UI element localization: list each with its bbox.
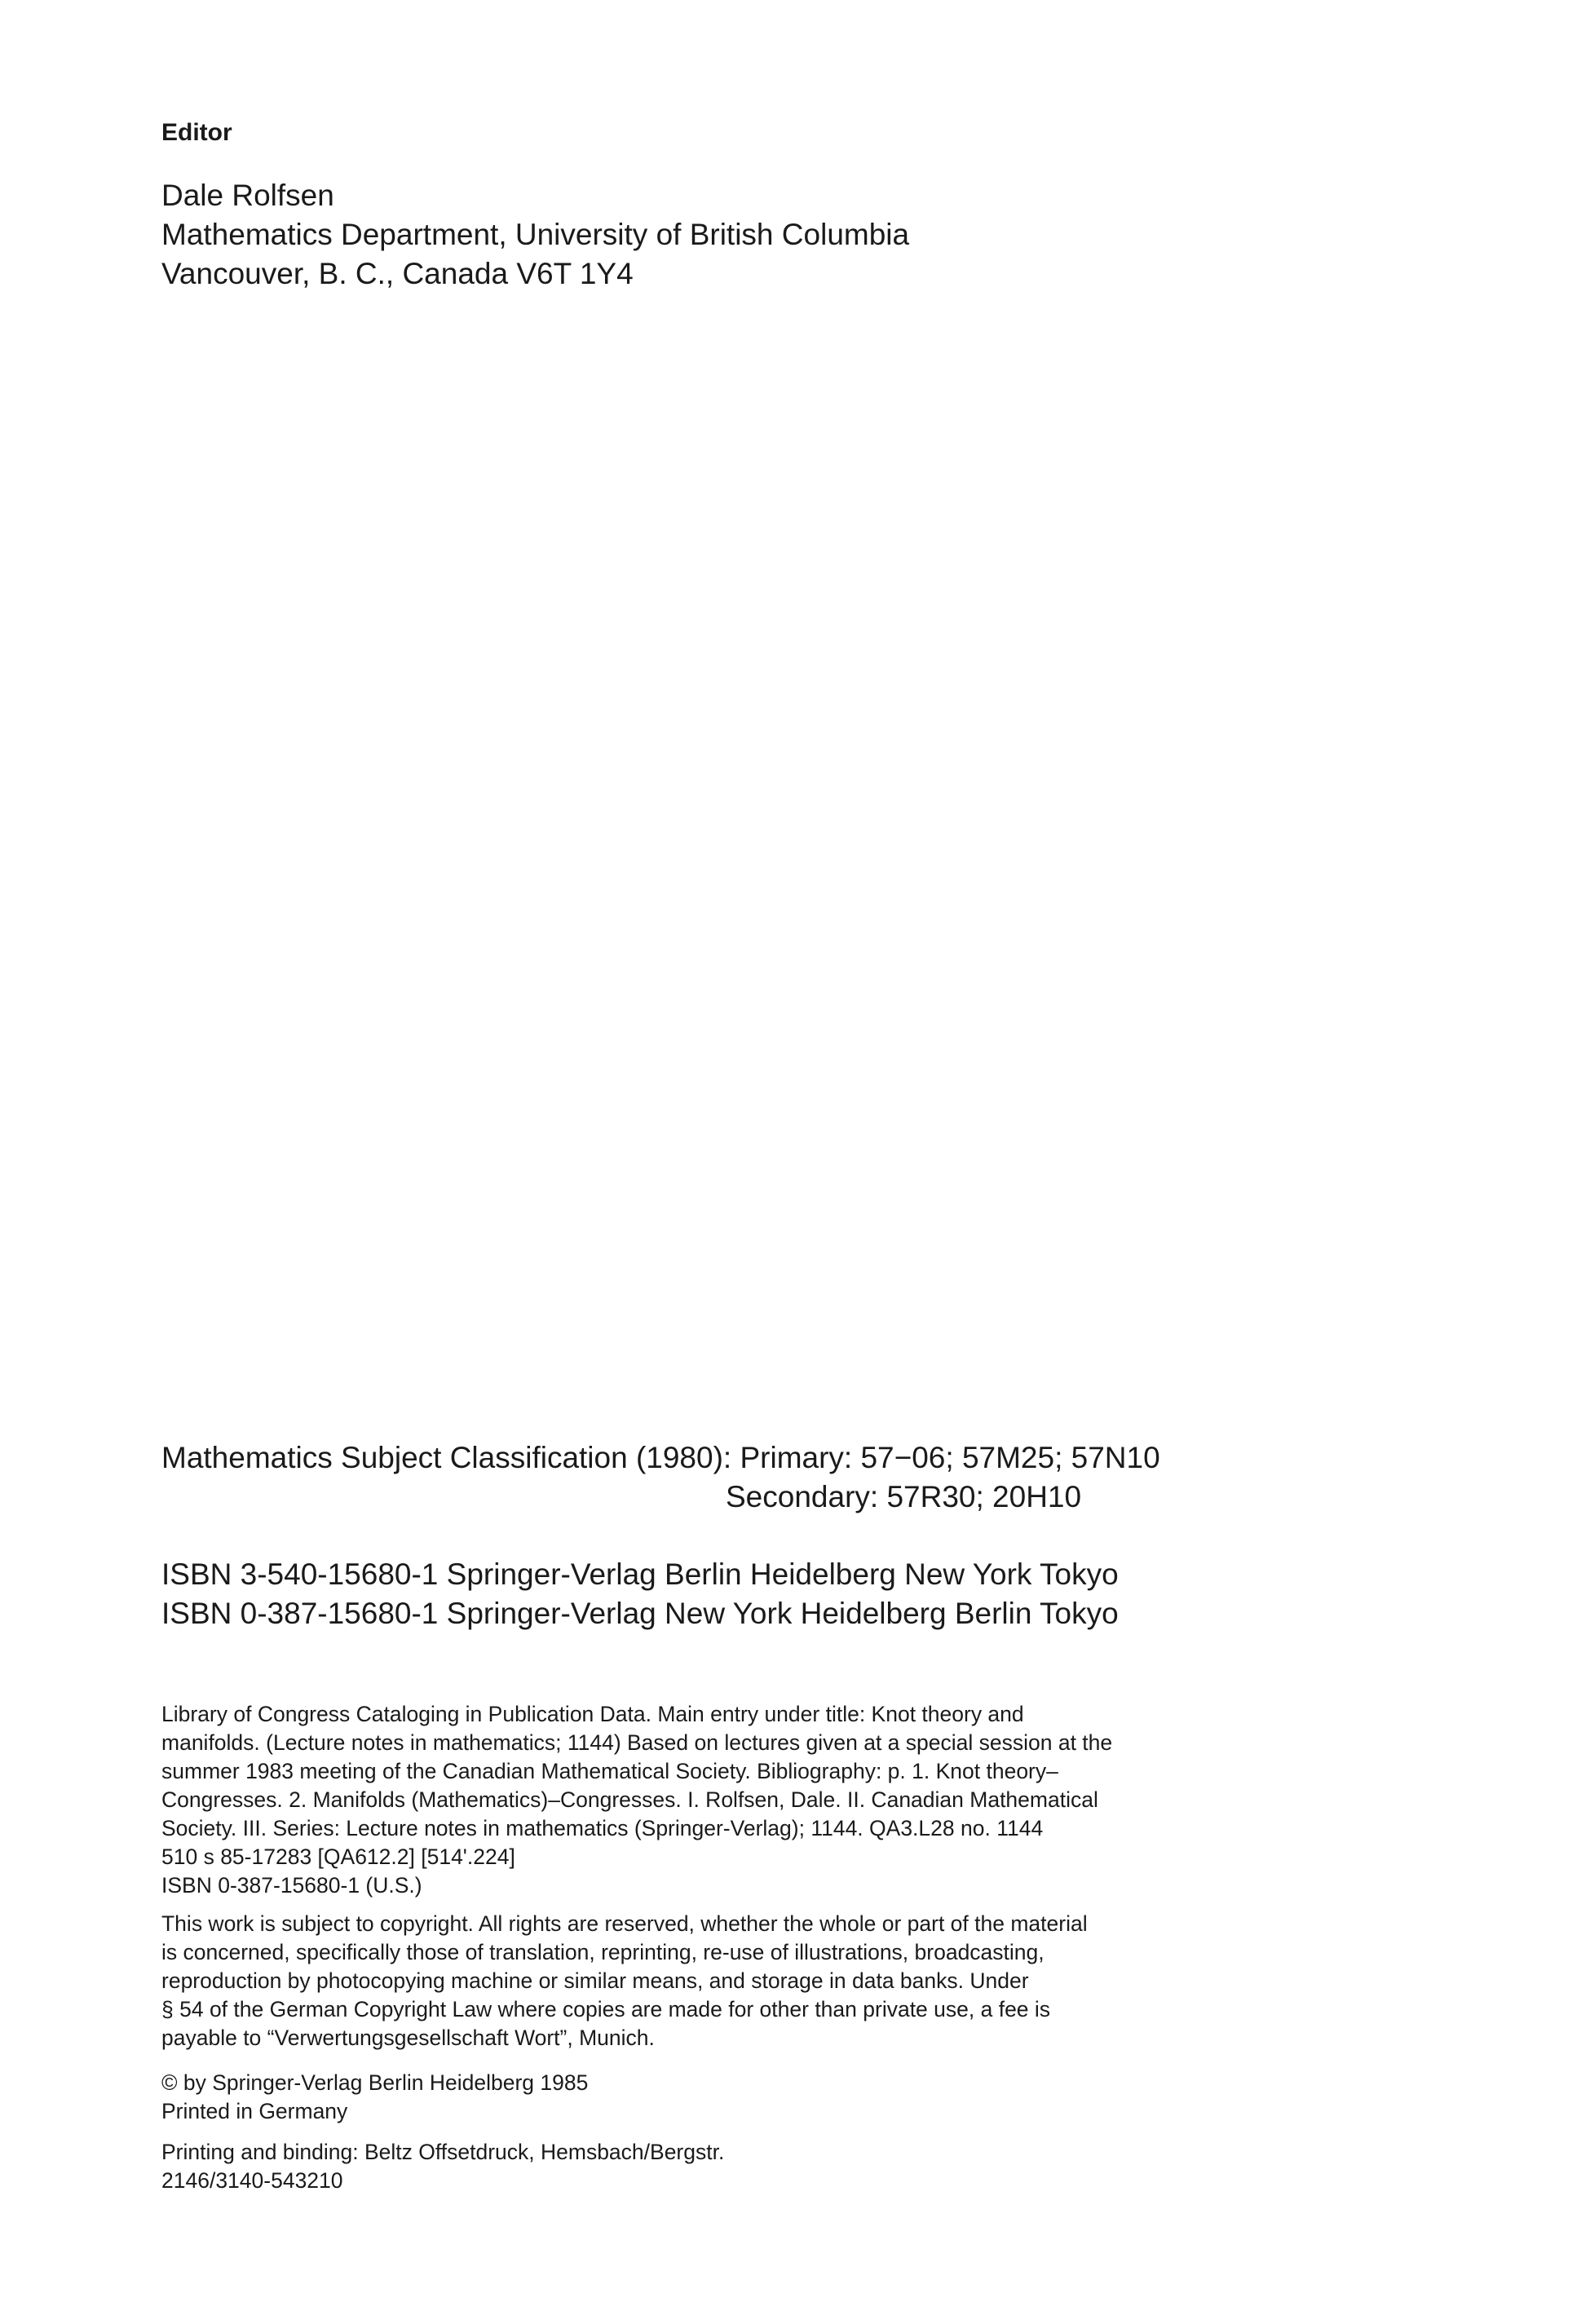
classification-secondary: Secondary: 57R30; 20H10 xyxy=(726,1480,1082,1513)
copyright-line: is concerned, specifically those of translation, reprinting, re-use of illustrations, broadcasting, xyxy=(161,1940,1045,1964)
printing-info xyxy=(161,2138,724,2195)
copyright-notice xyxy=(161,1910,1088,2052)
copyright-line: reproduction by photocopying machine or similar means, and storage in data banks. Under xyxy=(161,1968,1029,1993)
copyright-line: payable to “Verwertungsgesellschaft Wort”, Munich. xyxy=(161,2026,655,2050)
editor-address xyxy=(161,176,909,294)
cip-line: Society. III. Series: Lecture notes in mathematics (Springer-Verlag); 1144. QA3.L28 no. 1144 xyxy=(161,1816,1044,1840)
classification-secondary-row xyxy=(161,1478,1160,1517)
cip-line: summer 1983 meeting of the Canadian Mathematical Society. Bibliography: p. 1. Knot theory– xyxy=(161,1759,1058,1783)
copyright-line: This work is subject to copyright. All rights are reserved, whether the whole or part of the material xyxy=(161,1911,1088,1936)
editor-city: Vancouver, B. C., Canada V6T 1Y4 xyxy=(161,257,634,290)
printed-in: Printed in Germany xyxy=(161,2099,348,2123)
print-code: 2146/3140-543210 xyxy=(161,2168,343,2193)
cip-line: ISBN 0-387-15680-1 (U.S.) xyxy=(161,1873,422,1898)
editor-name: Dale Rolfsen xyxy=(161,179,334,212)
cip-line: Congresses. 2. Manifolds (Mathematics)–Congresses. I. Rolfsen, Dale. II. Canadian Mathematical xyxy=(161,1787,1098,1812)
isbn-block xyxy=(161,1555,1119,1633)
printer: Printing and binding: Beltz Offsetdruck, Hemsbach/Bergstr. xyxy=(161,2140,725,2164)
isbn-line: ISBN 0-387-15680-1 Springer-Verlag New York Heidelberg Berlin Tokyo xyxy=(161,1597,1119,1630)
cip-line: 510 s 85-17283 [QA612.2] [514'.224] xyxy=(161,1845,515,1869)
copyright-line: § 54 of the German Copyright Law where copies are made for other than private use, a fee is xyxy=(161,1997,1051,2021)
cip-line: Library of Congress Cataloging in Publication Data. Main entry under title: Knot theory and xyxy=(161,1702,1024,1726)
subject-classification xyxy=(161,1438,1160,1517)
copyright-owner xyxy=(161,2069,588,2126)
cip-data xyxy=(161,1700,1112,1900)
copyright-holder: © by Springer-Verlag Berlin Heidelberg 1985 xyxy=(161,2070,589,2095)
cip-line: manifolds. (Lecture notes in mathematics; 1144) Based on lectures given at a special session at the xyxy=(161,1730,1113,1755)
editor-department: Mathematics Department, University of British Columbia xyxy=(161,218,910,251)
classification-primary: Mathematics Subject Classification (1980): Primary: 57−06; 57M25; 57N10 xyxy=(161,1441,1160,1474)
editor-label: Editor xyxy=(161,119,232,146)
isbn-line: ISBN 3-540-15680-1 Springer-Verlag Berlin Heidelberg New York Tokyo xyxy=(161,1557,1119,1591)
